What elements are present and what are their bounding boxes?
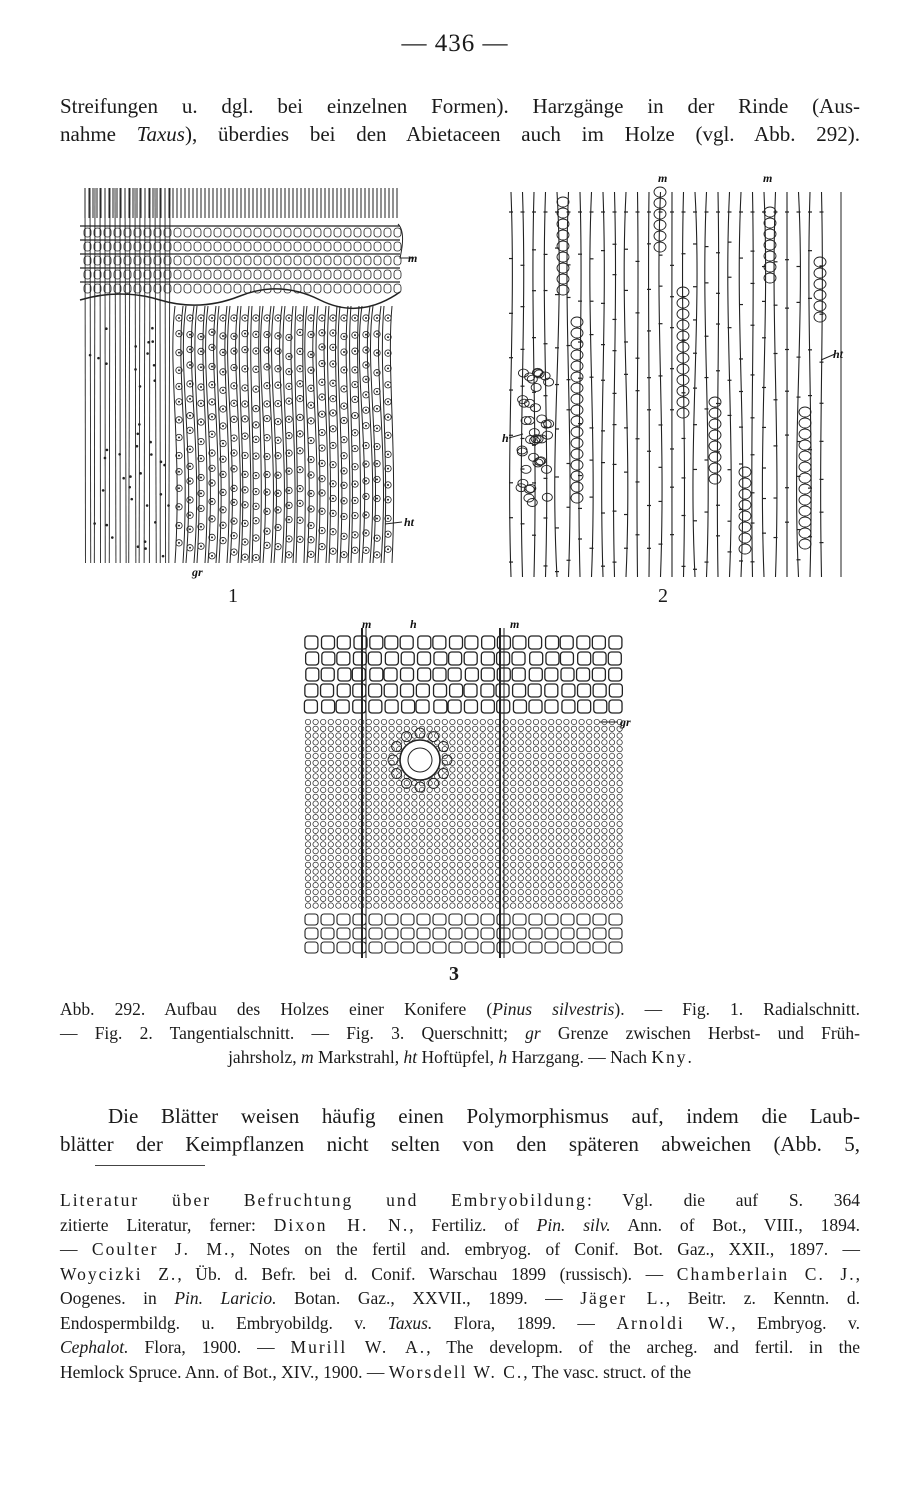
text-segment: nahme	[60, 122, 137, 146]
text-segment: Endospermbildg. u. Embryobildg. v.	[60, 1312, 388, 1333]
text-segment: jahrsholz,	[228, 1047, 301, 1067]
text-segment: Worsdell W. C.	[388, 1361, 524, 1382]
text-line	[60, 1262, 860, 1287]
text-line	[60, 1286, 860, 1311]
text-segment: , Notes on the fertil and. embryog. of Conif. Bot. Gaz., XXII., 1897. —	[230, 1239, 860, 1259]
text-segment: Kny	[651, 1047, 688, 1067]
text-segment: Harzgang. — Nach	[507, 1047, 652, 1067]
text-line	[60, 1335, 860, 1360]
label-gr: gr	[192, 565, 203, 579]
text-segment: Dixon H. N.	[273, 1214, 410, 1235]
label-ht: ht	[404, 515, 415, 529]
text-line	[60, 120, 860, 148]
text-segment: , The vasc. struct. of the	[523, 1361, 692, 1382]
text-segment: Streifungen u. dgl. bei einzelnen Formen). Harzgänge in der Rinde (Aus-	[60, 94, 860, 118]
text-segment: Chamberlain C. J.	[676, 1263, 856, 1284]
text-segment: Pinus silvestris	[492, 999, 615, 1019]
text-segment: , Fertiliz. of	[409, 1214, 537, 1235]
text-segment: ). — Fig. 1. Radialschnitt.	[614, 999, 860, 1019]
text-segment: Grenze zwischen Herbst- und Früh-	[540, 1023, 860, 1043]
text-line	[60, 1188, 860, 1213]
text-segment: Literatur über Befruchtung und Embryobildung	[60, 1190, 587, 1210]
text-line	[60, 1021, 860, 1045]
literature-footnote	[60, 1188, 860, 1384]
figure-1-number: 1	[228, 585, 238, 607]
label-m: m	[408, 251, 418, 265]
text-segment: Arnoldi W.	[616, 1312, 732, 1333]
footnote-separator	[95, 1165, 205, 1166]
figure-3-number: 3	[449, 963, 459, 985]
text-segment: Botan. Gaz., XXVII., 1899. —	[276, 1288, 581, 1308]
text-segment: Ann. of Bot., VIII., 1894.	[610, 1214, 860, 1235]
text-segment: Murill W. A.	[290, 1337, 427, 1357]
text-segment: .	[687, 1047, 692, 1067]
text-segment: blätter der Keimpflanzen nicht selten von den späteren abweichen (Abb. 5,	[60, 1132, 860, 1156]
text-segment: Pin. silv.	[536, 1214, 611, 1235]
text-segment: ht	[403, 1047, 418, 1067]
figure-caption	[60, 997, 860, 1069]
text-line	[60, 1045, 860, 1069]
text-segment: — Fig. 2. Tangentialschnitt. — Fig. 3. Querschnitt;	[60, 1023, 526, 1043]
text-segment: , The developm. of the archeg. and fertil. in the	[426, 1337, 860, 1357]
text-line	[60, 1213, 860, 1238]
figure-3-cross-section	[300, 618, 645, 958]
label-m-2: m	[763, 171, 773, 185]
text-line	[60, 92, 860, 120]
text-segment: Markstrahl,	[313, 1047, 404, 1067]
text-segment: Flora, 1899. —	[432, 1312, 617, 1333]
intro-text	[60, 92, 860, 148]
text-segment: h	[498, 1047, 508, 1067]
text-segment: , Beitr. z. Kenntn. d.	[665, 1288, 860, 1308]
text-segment: Taxus.	[387, 1312, 433, 1333]
text-line	[60, 1311, 860, 1336]
text-line	[60, 1130, 860, 1158]
text-segment: —	[60, 1239, 92, 1259]
text-segment: zitierte Literatur, ferner:	[60, 1214, 274, 1235]
label-h: h	[502, 431, 509, 445]
text-segment: Woycizki Z.	[60, 1263, 178, 1284]
label-m-2: m	[510, 617, 520, 631]
text-segment: Flora, 1900. —	[128, 1337, 291, 1357]
label-m-1: m	[658, 171, 668, 185]
figure-2-number: 2	[658, 585, 668, 607]
body-paragraph	[60, 1102, 860, 1158]
label-m-1: m	[362, 617, 372, 631]
page-number: — 436 —	[401, 30, 509, 57]
text-segment: , Embryog. v.	[731, 1312, 860, 1333]
label-ht: ht	[833, 347, 844, 361]
text-segment: Hemlock Spruce. Ann. of Bot., XIV., 1900. —	[60, 1361, 389, 1382]
text-segment: Die Blätter weisen häufig einen Polymorphismus auf, indem die Laub-	[108, 1104, 860, 1128]
label-gr: gr	[620, 715, 631, 729]
text-segment: Coulter J. M.	[91, 1239, 231, 1259]
text-segment: ,	[855, 1263, 860, 1284]
text-segment: Pin. Laricio.	[174, 1288, 277, 1308]
text-line	[60, 1237, 860, 1262]
text-segment: Taxus	[136, 122, 185, 146]
text-segment: Oogenes. in	[60, 1288, 175, 1308]
figure-2-tangential-section	[502, 171, 850, 580]
text-line	[60, 1102, 860, 1130]
text-segment: gr	[525, 1023, 541, 1043]
label-h: h	[410, 617, 417, 631]
text-line	[60, 1360, 860, 1385]
text-segment: Jäger L.	[580, 1288, 666, 1308]
text-segment: Hoftüpfel,	[417, 1047, 499, 1067]
text-segment: ), überdies bei den Abietaceen auch im Holze (vgl. Abb. 292).	[184, 122, 860, 146]
text-line	[60, 997, 860, 1021]
text-segment: Cephalot.	[60, 1337, 129, 1357]
text-segment: m	[300, 1047, 314, 1067]
figure-1-radial-section	[80, 188, 420, 580]
text-segment: , Üb. d. Befr. bei d. Conif. Warschau 1899 (russisch). —	[177, 1263, 677, 1284]
text-segment: : Vgl. die auf S. 364	[586, 1190, 860, 1210]
text-segment: Abb. 292. Aufbau des Holzes einer Konifere (	[60, 999, 493, 1019]
